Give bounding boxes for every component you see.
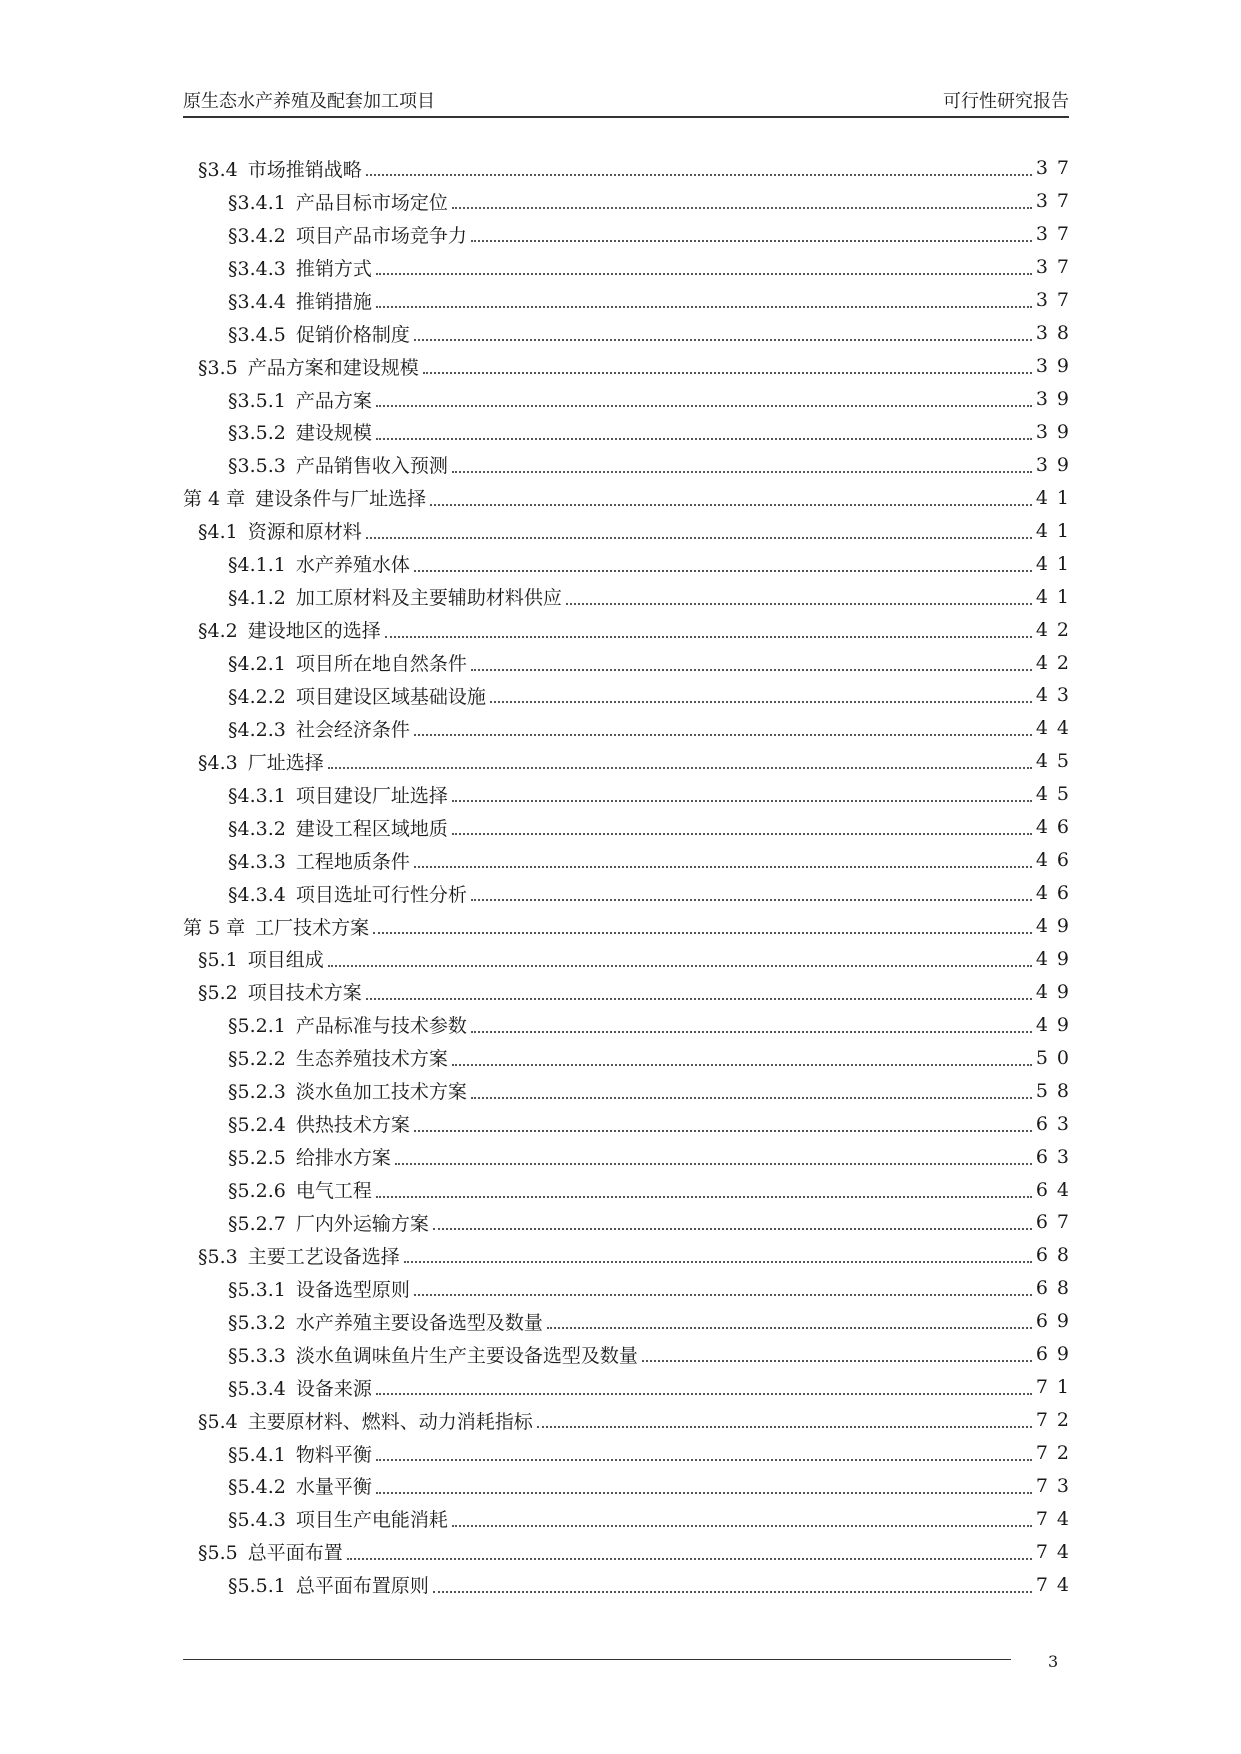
toc-entry-page: 63 bbox=[1035, 1112, 1078, 1135]
toc-entry-text: 项目生产电能消耗 bbox=[295, 1509, 448, 1532]
toc-entry-number: §5.2.3 bbox=[228, 1081, 286, 1104]
toc-dot-leader bbox=[452, 207, 1032, 209]
toc-entry-text: 产品销售收入预测 bbox=[295, 455, 448, 478]
toc-entry-title bbox=[228, 682, 486, 709]
toc-entry[interactable] bbox=[183, 1107, 1078, 1140]
toc-entry-text: 供热技术方案 bbox=[295, 1114, 410, 1137]
toc-dot-leader bbox=[373, 932, 1032, 934]
toc-entry-title bbox=[228, 1472, 372, 1499]
toc-entry-page: 39 bbox=[1035, 355, 1078, 378]
toc-entry[interactable] bbox=[183, 1173, 1078, 1206]
toc-entry-number: §5.2 bbox=[198, 982, 238, 1005]
toc-entry-page: 64 bbox=[1035, 1178, 1078, 1201]
toc-entry[interactable] bbox=[183, 580, 1078, 613]
toc-entry-title bbox=[228, 188, 448, 215]
toc-entry-text: 给排水方案 bbox=[295, 1147, 391, 1170]
toc-entry-number: 第 4 章 bbox=[183, 488, 246, 511]
toc-entry-page: 37 bbox=[1035, 289, 1078, 312]
toc-entry-page: 74 bbox=[1035, 1507, 1078, 1530]
toc-entry-title bbox=[228, 451, 448, 478]
toc-dot-leader bbox=[376, 273, 1032, 275]
toc-entry-page: 68 bbox=[1035, 1244, 1078, 1267]
toc-entry-number: §4.2.2 bbox=[228, 685, 286, 708]
toc-entry-number: §5.1 bbox=[198, 949, 238, 972]
toc-entry-text: 工程地质条件 bbox=[295, 850, 410, 873]
toc-entry-number: §4.2.3 bbox=[228, 718, 286, 741]
toc-entry-title bbox=[228, 320, 410, 347]
toc-entry-text: 项目建设区域基础设施 bbox=[295, 685, 486, 708]
toc-entry-number: §4.3.4 bbox=[228, 883, 286, 906]
toc-entry[interactable] bbox=[183, 1502, 1078, 1535]
toc-dot-leader bbox=[452, 833, 1032, 835]
toc-entry[interactable] bbox=[183, 844, 1078, 877]
toc-entry[interactable] bbox=[183, 1404, 1078, 1437]
toc-entry-text: 产品目标市场定位 bbox=[295, 191, 448, 214]
toc-entry-page: 46 bbox=[1035, 882, 1078, 905]
toc-entry-title bbox=[228, 1011, 467, 1038]
toc-entry-number: §4.1.1 bbox=[228, 554, 286, 577]
toc-entry-text: 项目选址可行性分析 bbox=[295, 883, 467, 906]
toc-entry[interactable] bbox=[183, 1371, 1078, 1404]
toc-dot-leader bbox=[376, 1393, 1032, 1395]
toc-dot-leader bbox=[452, 800, 1032, 802]
toc-entry[interactable] bbox=[183, 1437, 1078, 1470]
toc-entry-title bbox=[228, 781, 448, 808]
footer-divider bbox=[183, 1659, 1011, 1660]
toc-entry-page: 46 bbox=[1035, 849, 1078, 872]
toc-dot-leader bbox=[414, 1130, 1032, 1132]
toc-entry-title bbox=[228, 1110, 410, 1137]
toc-entry[interactable] bbox=[183, 745, 1078, 778]
toc-entry-number: §5.3.2 bbox=[228, 1311, 286, 1334]
toc-entry[interactable] bbox=[183, 1008, 1078, 1041]
toc-entry-page: 74 bbox=[1035, 1573, 1078, 1596]
toc-entry-page: 39 bbox=[1035, 453, 1078, 476]
toc-dot-leader bbox=[376, 1459, 1032, 1461]
toc-entry-number: §3.4.3 bbox=[228, 257, 286, 280]
toc-entry-text: 项目产品市场竞争力 bbox=[295, 224, 467, 247]
toc-dot-leader bbox=[547, 1327, 1032, 1329]
toc-entry-number: §3.5 bbox=[198, 356, 238, 379]
toc-dot-leader bbox=[414, 339, 1032, 341]
toc-dot-leader bbox=[414, 570, 1032, 572]
toc-entry-number: §4.2 bbox=[198, 620, 238, 643]
toc-dot-leader bbox=[376, 306, 1032, 308]
toc-entry-page: 69 bbox=[1035, 1310, 1078, 1333]
toc-entry-text: 主要原材料、燃料、动力消耗指标 bbox=[247, 1410, 533, 1433]
toc-dot-leader bbox=[471, 1031, 1032, 1033]
toc-entry-number: §5.2.6 bbox=[228, 1180, 286, 1203]
toc-entry-page: 37 bbox=[1035, 157, 1078, 180]
toc-entry-title bbox=[228, 550, 410, 577]
toc-entry-title bbox=[228, 847, 410, 874]
toc-entry-text: 总平面布置 bbox=[247, 1542, 343, 1565]
toc-entry[interactable] bbox=[183, 185, 1078, 218]
toc-dot-leader bbox=[328, 965, 1032, 967]
toc-entry-number: 第 5 章 bbox=[183, 916, 246, 939]
toc-entry-number: §5.3.3 bbox=[228, 1344, 286, 1367]
toc-entry[interactable] bbox=[183, 1338, 1078, 1371]
toc-entry-text: 设备来源 bbox=[295, 1377, 372, 1400]
toc-entry-number: §3.4.5 bbox=[228, 323, 286, 346]
toc-entry-page: 44 bbox=[1035, 717, 1078, 740]
toc-entry-title bbox=[228, 287, 372, 314]
toc-entry-number: §3.4 bbox=[198, 158, 238, 181]
toc-entry-title bbox=[198, 155, 362, 182]
toc-entry-number: §4.3.1 bbox=[228, 784, 286, 807]
toc-entry-text: 项目技术方案 bbox=[247, 982, 362, 1005]
toc-entry[interactable] bbox=[183, 975, 1078, 1008]
toc-entry-text: 项目组成 bbox=[247, 949, 324, 972]
toc-entry[interactable] bbox=[183, 712, 1078, 745]
toc-entry-text: 项目建设厂址选择 bbox=[295, 784, 448, 807]
toc-entry-number: §4.2.1 bbox=[228, 653, 286, 676]
toc-entry-page: 39 bbox=[1035, 420, 1078, 443]
toc-entry-text: 产品方案和建设规模 bbox=[247, 356, 419, 379]
toc-entry-text: 建设规模 bbox=[295, 422, 372, 445]
toc-entry-number: §5.5.1 bbox=[228, 1575, 286, 1598]
toc-entry[interactable] bbox=[183, 317, 1078, 350]
toc-entry-title bbox=[198, 1407, 533, 1434]
toc-entry-number: §5.3.1 bbox=[228, 1278, 286, 1301]
toc-entry-page: 50 bbox=[1035, 1046, 1078, 1069]
toc-entry-text: 淡水鱼加工技术方案 bbox=[295, 1081, 467, 1104]
toc-entry[interactable] bbox=[183, 1140, 1078, 1173]
toc-entry-text: 物料平衡 bbox=[295, 1443, 372, 1466]
toc-entry-title bbox=[228, 254, 372, 281]
toc-entry-page: 37 bbox=[1035, 190, 1078, 213]
toc-entry-text: 建设工程区域地质 bbox=[295, 817, 448, 840]
toc-entry-text: 市场推销战略 bbox=[247, 158, 362, 181]
toc-entry-page: 58 bbox=[1035, 1079, 1078, 1102]
toc-entry-number: §4.3.3 bbox=[228, 850, 286, 873]
toc-entry-page: 72 bbox=[1035, 1442, 1078, 1465]
toc-entry[interactable] bbox=[183, 448, 1078, 481]
toc-entry-page: 72 bbox=[1035, 1409, 1078, 1432]
toc-entry-number: §5.5 bbox=[198, 1542, 238, 1565]
toc-entry-title bbox=[228, 221, 467, 248]
toc-dot-leader bbox=[471, 240, 1032, 242]
toc-entry[interactable] bbox=[183, 1272, 1078, 1305]
toc-entry-page: 45 bbox=[1035, 750, 1078, 773]
toc-dot-leader bbox=[452, 1525, 1032, 1527]
toc-dot-leader bbox=[414, 1294, 1032, 1296]
toc-entry-title bbox=[228, 418, 372, 445]
toc-entry-text: 水量平衡 bbox=[295, 1476, 372, 1499]
toc-entry-page: 41 bbox=[1035, 552, 1078, 575]
toc-entry-number: §3.5.2 bbox=[228, 422, 286, 445]
toc-entry-number: §3.4.1 bbox=[228, 191, 286, 214]
toc-entry-number: §5.4.3 bbox=[228, 1509, 286, 1532]
toc-entry-page: 71 bbox=[1035, 1376, 1078, 1399]
toc-entry-page: 39 bbox=[1035, 388, 1078, 411]
toc-entry-title bbox=[228, 1044, 448, 1071]
toc-entry-title bbox=[198, 1242, 400, 1269]
toc-entry[interactable] bbox=[183, 778, 1078, 811]
toc-entry-page: 49 bbox=[1035, 980, 1078, 1003]
toc-entry[interactable] bbox=[183, 284, 1078, 317]
toc-dot-leader bbox=[433, 1591, 1032, 1593]
toc-entry-title bbox=[228, 1077, 467, 1104]
toc-dot-leader bbox=[452, 1064, 1032, 1066]
toc-dot-leader bbox=[366, 537, 1032, 539]
toc-entry-number: §5.2.1 bbox=[228, 1015, 286, 1038]
toc-entry-number: §5.2.2 bbox=[228, 1048, 286, 1071]
toc-entry[interactable] bbox=[183, 1470, 1078, 1503]
toc-entry-text: 主要工艺设备选择 bbox=[247, 1245, 400, 1268]
toc-dot-leader bbox=[376, 1196, 1032, 1198]
toc-entry-title bbox=[198, 945, 324, 972]
toc-entry-number: §4.3 bbox=[198, 751, 238, 774]
toc-entry-title bbox=[228, 814, 448, 841]
toc-dot-leader bbox=[433, 1228, 1032, 1230]
toc-entry-number: §4.1 bbox=[198, 521, 238, 544]
toc-entry-title bbox=[228, 1341, 638, 1368]
toc-entry[interactable] bbox=[183, 547, 1078, 580]
toc-entry-number: §4.1.2 bbox=[228, 587, 286, 610]
header-project-title: 原生态水产养殖及配套加工项目 bbox=[183, 91, 435, 112]
toc-dot-leader bbox=[376, 405, 1032, 407]
toc-entry-title bbox=[228, 1308, 543, 1335]
toc-entry[interactable] bbox=[183, 1535, 1078, 1568]
toc-entry-text: 工厂技术方案 bbox=[255, 916, 370, 939]
toc-dot-leader bbox=[471, 1097, 1032, 1099]
toc-entry-title bbox=[198, 616, 381, 643]
toc-dot-leader bbox=[414, 866, 1032, 868]
toc-entry-text: 生态养殖技术方案 bbox=[295, 1048, 448, 1071]
toc-entry[interactable] bbox=[183, 481, 1078, 514]
toc-entry-text: 总平面布置原则 bbox=[295, 1575, 429, 1598]
toc-entry[interactable] bbox=[183, 877, 1078, 910]
toc-entry-text: 厂内外运输方案 bbox=[295, 1212, 429, 1235]
page-header bbox=[183, 86, 1069, 118]
toc-entry-text: 设备选型原则 bbox=[295, 1278, 410, 1301]
toc-entry[interactable] bbox=[183, 613, 1078, 646]
toc-entry-title bbox=[228, 583, 562, 610]
toc-entry-title bbox=[228, 1275, 410, 1302]
toc-entry-number: §5.4.2 bbox=[228, 1476, 286, 1499]
toc-entry[interactable] bbox=[183, 679, 1078, 712]
footer-page-number: 3 bbox=[1048, 1652, 1059, 1671]
toc-entry-page: 42 bbox=[1035, 651, 1078, 674]
toc-dot-leader bbox=[347, 1558, 1032, 1560]
toc-entry[interactable] bbox=[183, 1041, 1078, 1074]
toc-entry-number: §5.4.1 bbox=[228, 1443, 286, 1466]
toc-entry-title bbox=[183, 484, 426, 511]
toc-dot-leader bbox=[471, 899, 1032, 901]
toc-dot-leader bbox=[537, 1426, 1032, 1428]
toc-entry-text: 推销方式 bbox=[295, 257, 372, 280]
toc-entry-title bbox=[198, 353, 419, 380]
toc-entry[interactable] bbox=[183, 943, 1078, 976]
toc-entry-text: 社会经济条件 bbox=[295, 718, 410, 741]
toc-entry-text: 产品方案 bbox=[295, 389, 372, 412]
toc-entry-number: §3.5.1 bbox=[228, 389, 286, 412]
toc-entry-page: 74 bbox=[1035, 1540, 1078, 1563]
toc-entry-text: 水产养殖水体 bbox=[295, 554, 410, 577]
toc-entry-title bbox=[183, 913, 369, 940]
toc-dot-leader bbox=[471, 669, 1032, 671]
toc-entry-page: 43 bbox=[1035, 684, 1078, 707]
toc-entry[interactable] bbox=[183, 152, 1078, 185]
toc-entry-title bbox=[228, 1176, 372, 1203]
toc-entry[interactable] bbox=[183, 416, 1078, 449]
toc-entry-title bbox=[228, 1440, 372, 1467]
toc-entry-text: 推销措施 bbox=[295, 290, 372, 313]
toc-entry-title bbox=[198, 1538, 343, 1565]
toc-entry-number: §5.2.5 bbox=[228, 1147, 286, 1170]
toc-entry-number: §5.4 bbox=[198, 1410, 238, 1433]
table-of-contents bbox=[183, 152, 1078, 1601]
toc-entry[interactable] bbox=[183, 1305, 1078, 1338]
header-report-type: 可行性研究报告 bbox=[943, 91, 1069, 112]
toc-entry[interactable] bbox=[183, 1206, 1078, 1239]
toc-entry-title bbox=[228, 1505, 448, 1532]
toc-entry-page: 41 bbox=[1035, 519, 1078, 542]
toc-entry-number: §5.3 bbox=[198, 1245, 238, 1268]
toc-entry[interactable] bbox=[183, 811, 1078, 844]
toc-entry-title bbox=[198, 517, 362, 544]
toc-dot-leader bbox=[642, 1360, 1032, 1362]
toc-dot-leader bbox=[366, 174, 1032, 176]
toc-entry-number: §3.4.4 bbox=[228, 290, 286, 313]
toc-entry-title bbox=[228, 715, 410, 742]
toc-entry[interactable] bbox=[183, 514, 1078, 547]
toc-dot-leader bbox=[385, 636, 1032, 638]
toc-entry-page: 63 bbox=[1035, 1145, 1078, 1168]
toc-entry[interactable] bbox=[183, 251, 1078, 284]
toc-entry-page: 67 bbox=[1035, 1211, 1078, 1234]
toc-entry-title bbox=[228, 386, 372, 413]
toc-entry-text: 建设地区的选择 bbox=[247, 620, 381, 643]
toc-entry-title bbox=[228, 1374, 372, 1401]
toc-dot-leader bbox=[366, 998, 1032, 1000]
toc-dot-leader bbox=[376, 1492, 1032, 1494]
toc-entry-page: 49 bbox=[1035, 915, 1078, 938]
toc-entry-number: §3.4.2 bbox=[228, 224, 286, 247]
toc-entry[interactable] bbox=[183, 646, 1078, 679]
toc-entry-number: §5.2.7 bbox=[228, 1212, 286, 1235]
toc-dot-leader bbox=[430, 504, 1032, 506]
toc-entry-number: §4.3.2 bbox=[228, 817, 286, 840]
toc-entry-page: 49 bbox=[1035, 1013, 1078, 1036]
toc-dot-leader bbox=[404, 1261, 1032, 1263]
toc-entry[interactable] bbox=[183, 1239, 1078, 1272]
toc-dot-leader bbox=[414, 734, 1032, 736]
toc-dot-leader bbox=[490, 701, 1032, 703]
toc-dot-leader bbox=[452, 471, 1032, 473]
toc-entry-page: 38 bbox=[1035, 322, 1078, 345]
toc-entry-number: §3.5.3 bbox=[228, 455, 286, 478]
toc-dot-leader bbox=[423, 372, 1032, 374]
toc-entry-text: 加工原材料及主要辅助材料供应 bbox=[295, 587, 562, 610]
toc-entry-page: 73 bbox=[1035, 1474, 1078, 1497]
toc-entry-title bbox=[198, 748, 324, 775]
toc-entry-text: 电气工程 bbox=[295, 1180, 372, 1203]
toc-entry-title bbox=[228, 1571, 429, 1598]
toc-entry-text: 水产养殖主要设备选型及数量 bbox=[295, 1311, 543, 1334]
toc-entry-title bbox=[198, 978, 362, 1005]
toc-entry-title bbox=[228, 1209, 429, 1236]
toc-entry-text: 厂址选择 bbox=[247, 751, 324, 774]
toc-entry-title bbox=[228, 880, 467, 907]
toc-entry-text: 资源和原材料 bbox=[247, 521, 362, 544]
toc-entry[interactable] bbox=[183, 1074, 1078, 1107]
toc-entry-page: 37 bbox=[1035, 223, 1078, 246]
toc-entry-text: 产品标准与技术参数 bbox=[295, 1015, 467, 1038]
toc-entry-text: 淡水鱼调味鱼片生产主要设备选型及数量 bbox=[295, 1344, 638, 1367]
toc-entry-title bbox=[228, 1143, 391, 1170]
toc-entry-page: 42 bbox=[1035, 618, 1078, 641]
toc-entry-number: §5.2.4 bbox=[228, 1114, 286, 1137]
toc-entry-page: 69 bbox=[1035, 1343, 1078, 1366]
toc-entry-text: 促销价格制度 bbox=[295, 323, 410, 346]
toc-dot-leader bbox=[566, 603, 1032, 605]
toc-entry-page: 68 bbox=[1035, 1277, 1078, 1300]
toc-entry[interactable] bbox=[183, 383, 1078, 416]
toc-entry-page: 45 bbox=[1035, 783, 1078, 806]
toc-entry-number: §5.3.4 bbox=[228, 1377, 286, 1400]
toc-entry-page: 49 bbox=[1035, 947, 1078, 970]
toc-entry-text: 建设条件与厂址选择 bbox=[255, 488, 427, 511]
toc-entry-page: 46 bbox=[1035, 816, 1078, 839]
toc-entry-page: 37 bbox=[1035, 256, 1078, 279]
toc-dot-leader bbox=[328, 767, 1032, 769]
toc-entry[interactable] bbox=[183, 218, 1078, 251]
toc-entry-text: 项目所在地自然条件 bbox=[295, 653, 467, 676]
toc-dot-leader bbox=[376, 438, 1032, 440]
toc-dot-leader bbox=[395, 1163, 1032, 1165]
toc-entry[interactable] bbox=[183, 350, 1078, 383]
toc-entry-page: 41 bbox=[1035, 585, 1078, 608]
toc-entry[interactable] bbox=[183, 1568, 1078, 1601]
toc-entry-page: 41 bbox=[1035, 486, 1078, 509]
toc-entry[interactable] bbox=[183, 910, 1078, 943]
toc-entry-title bbox=[228, 649, 467, 676]
